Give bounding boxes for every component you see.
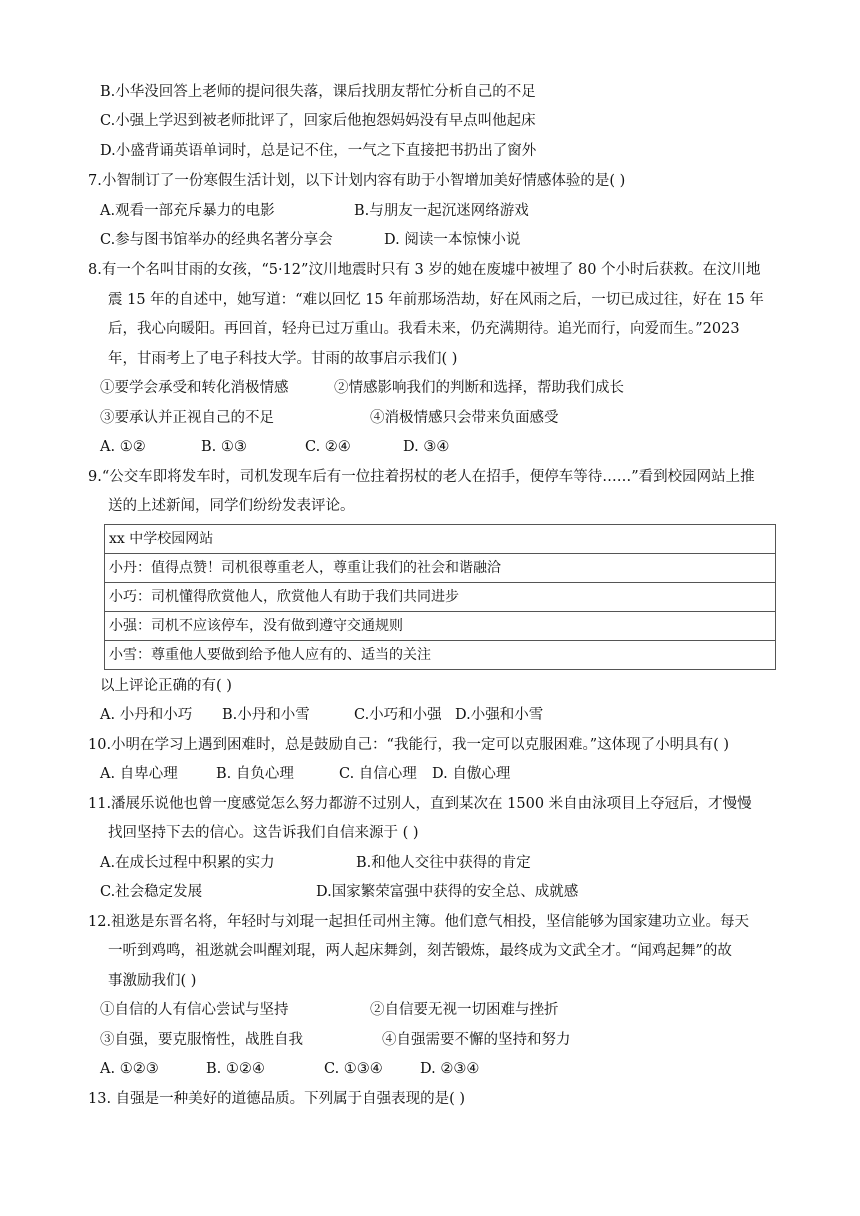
table-cell: 小雪：尊重他人要做到给予他人应有的、适当的关注 xyxy=(105,641,776,670)
table-header-cell: xx 中学校园网站 xyxy=(105,525,776,554)
q10-stem: 10.小明在学习上遇到困难时，总是鼓励自己：“我能行，我一定可以克服困难。”这体现了小明具有( ) xyxy=(88,737,730,753)
q7-option-b: B.与朋友一起沉迷网络游戏 xyxy=(354,203,529,219)
q8-item-4: ④消极情感只会带来负面感受 xyxy=(370,410,559,426)
table-row xyxy=(105,554,776,583)
q9-option-b: B.小丹和小雪 xyxy=(222,707,310,723)
q10-option-a: A. 自卑心理 xyxy=(100,766,178,782)
q11-stem-1: 11.潘展乐说他也曾一度感觉怎么努力都游不过别人，直到某次在 1500 米自由泳项目上夺冠后，才慢慢 xyxy=(88,796,752,812)
q9-option-a: A. 小丹和小巧 xyxy=(100,707,193,723)
q12-stem-2: 一听到鸡鸣，祖逖就会叫醒刘琨，两人起床舞剑，刻苦锻炼，最终成为文武全才。“闻鸡起舞”的故 xyxy=(108,943,732,959)
q12-stem-1: 12.祖逖是东晋名将，年轻时与刘琨一起担任司州主簿。他们意气相投，坚信能够为国家建功立业。每天 xyxy=(88,914,750,930)
q12-item-3: ③自强，要克服惰性，战胜自我 xyxy=(100,1032,303,1048)
q7-stem: 7.小智制订了一份寒假生活计划，以下计划内容有助于小智增加美好情感体验的是( ) xyxy=(88,173,626,189)
q9-stem-2: 送的上述新闻，同学们纷纷发表评论。 xyxy=(108,498,355,514)
q7-option-a: A.观看一部充斥暴力的电影 xyxy=(100,203,275,219)
q6-option-c: C.小强上学迟到被老师批评了，回家后他抱怨妈妈没有早点叫他起床 xyxy=(100,113,536,129)
q7-option-d: D. 阅读一本惊悚小说 xyxy=(384,232,521,248)
table-row xyxy=(105,583,776,612)
q8-item-3: ③要承认并正视自己的不足 xyxy=(100,410,274,426)
q7-option-c: C.参与图书馆举办的经典名著分享会 xyxy=(100,232,333,248)
q12-stem-3: 事激励我们( ) xyxy=(108,973,197,989)
q12-option-a: A. ①②③ xyxy=(100,1061,159,1077)
school-website-comments-table xyxy=(104,524,776,670)
q9-question: 以上评论正确的有( ) xyxy=(100,678,232,694)
q9-option-c: C.小巧和小强 xyxy=(354,707,442,723)
q6-option-b: B.小华没回答上老师的提问很失落，课后找朋友帮忙分析自己的不足 xyxy=(100,84,536,100)
q8-stem-1: 8.有一个名叫甘雨的女孩，“5·12”汶川地震时只有 3 岁的她在废墟中被埋了 80 个小时后获救。在汶川地 xyxy=(88,262,761,278)
q8-item-2: ②情感影响我们的判断和选择，帮助我们成长 xyxy=(334,380,624,396)
q8-stem-3: 后，我心向暖阳。再回首，轻舟已过万重山。我看未来，仍充满期待。追光而行，向爱而生。”2023 xyxy=(108,321,740,337)
table-row xyxy=(105,641,776,670)
table-cell: 小丹：值得点赞！司机很尊重老人，尊重让我们的社会和谐融洽 xyxy=(105,554,776,583)
q10-option-d: D. 自傲心理 xyxy=(432,766,511,782)
q10-option-c: C. 自信心理 xyxy=(339,766,417,782)
q12-option-c: C. ①③④ xyxy=(324,1061,383,1077)
q8-stem-4: 年，甘雨考上了电子科技大学。甘雨的故事启示我们( ) xyxy=(108,351,458,367)
q8-option-c: C. ②④ xyxy=(305,439,351,455)
q8-stem-2: 震 15 年的自述中，她写道：“难以回忆 15 年前那场浩劫，好在风雨之后，一切已成过往，好在 15 年 xyxy=(108,292,764,308)
q11-option-a: A.在成长过程中积累的实力 xyxy=(100,855,275,871)
table-row xyxy=(105,612,776,641)
q12-item-2: ②自信要无视一切困难与挫折 xyxy=(370,1002,559,1018)
q6-option-d: D.小盛背诵英语单词时，总是记不住，一气之下直接把书扔出了窗外 xyxy=(100,143,537,159)
q8-item-1: ①要学会承受和转化消极情感 xyxy=(100,380,289,396)
q12-option-d: D. ②③④ xyxy=(420,1061,480,1077)
q8-option-b: B. ①③ xyxy=(201,439,247,455)
q8-option-d: D. ③④ xyxy=(403,439,450,455)
table-cell: 小强：司机不应该停车，没有做到遵守交通规则 xyxy=(105,612,776,641)
q13-stem: 13. 自强是一种美好的道德品质。下列属于自强表现的是( ) xyxy=(88,1091,466,1107)
q11-option-d: D.国家繁荣富强中获得的安全总、成就感 xyxy=(316,884,579,900)
table-row xyxy=(105,525,776,554)
q12-item-4: ④自强需要不懈的坚持和努力 xyxy=(382,1032,571,1048)
q9-stem-1: 9.“公交车即将发车时，司机发现车后有一位拄着拐杖的老人在招手，便停车等待……”看到校园网站上推 xyxy=(88,469,755,485)
q12-item-1: ①自信的人有信心尝试与坚持 xyxy=(100,1002,289,1018)
q9-option-d: D.小强和小雪 xyxy=(455,707,544,723)
q12-option-b: B. ①②④ xyxy=(206,1061,265,1077)
q11-option-b: B.和他人交往中获得的肯定 xyxy=(356,855,531,871)
q10-option-b: B. 自负心理 xyxy=(216,766,294,782)
q11-stem-2: 找回坚持下去的信心。这告诉我们自信来源于 ( ) xyxy=(108,825,419,841)
q8-option-a: A. ①② xyxy=(100,439,146,455)
q11-option-c: C.社会稳定发展 xyxy=(100,884,203,900)
table-cell: 小巧：司机懂得欣赏他人，欣赏他人有助于我们共同进步 xyxy=(105,583,776,612)
